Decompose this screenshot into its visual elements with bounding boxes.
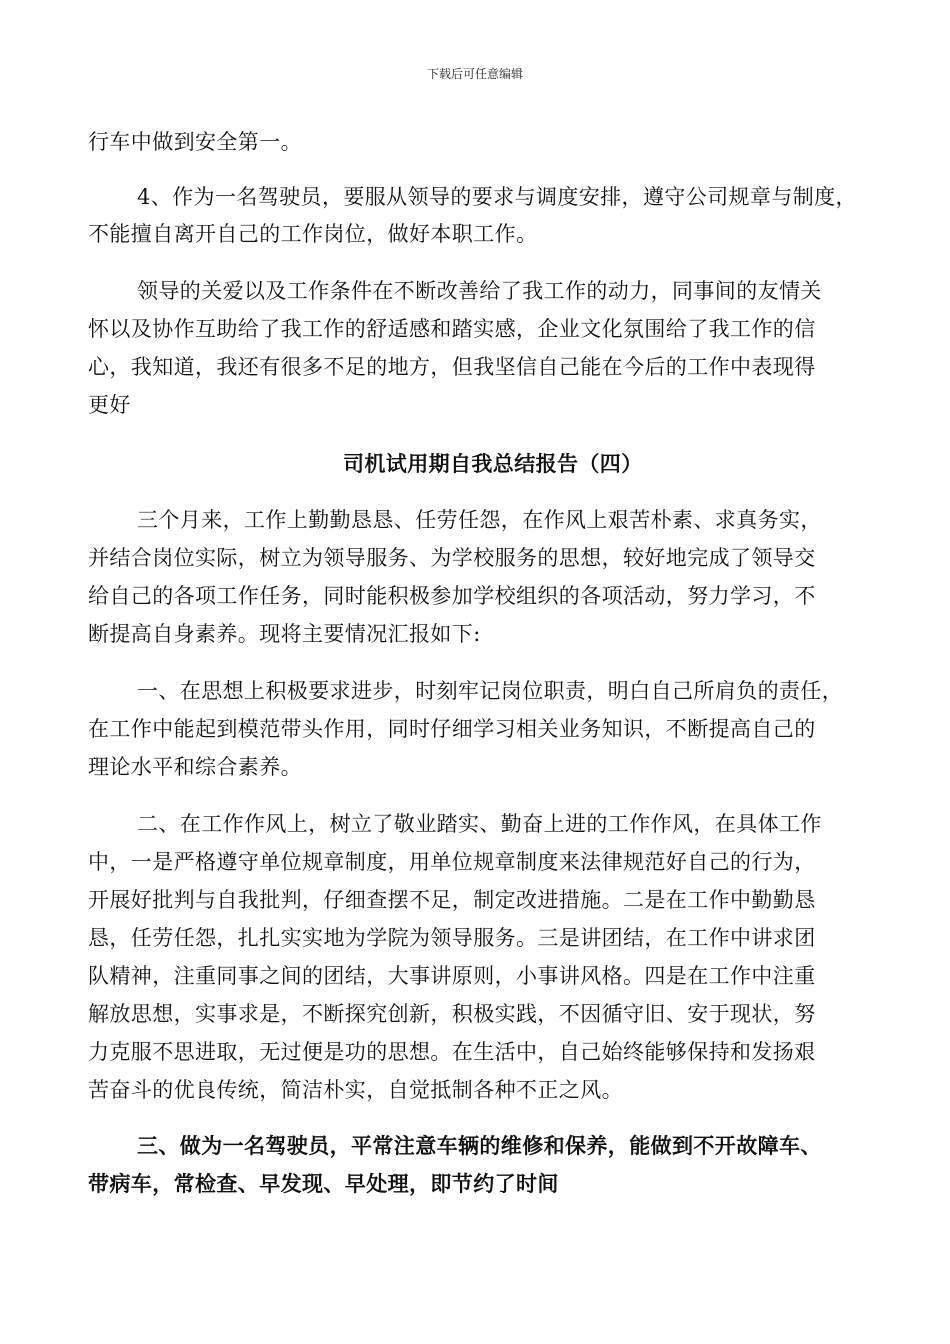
body-line: 二、在工作作风上，树立了敬业踏实、勤奋上进的工作作风，在具体工作 (137, 812, 822, 836)
body-line: 断提高自身素养。现将主要情况汇报如下: (88, 622, 481, 646)
bold-body-line: 三、做为一名驾驶员，平常注意车辆的维修和保养，能做到不开故障车、 (137, 1133, 822, 1158)
page-header: 下载后可任意编辑 (426, 67, 523, 81)
body-line: 怀以及协作互助给了我工作的舒适感和踏实感，企业文化氛围给了我工作的信 (88, 317, 816, 341)
body-line: 三个月来，工作上勤勤恳恳、任劳任怨，在作风上艰苦朴素、求真务实， (137, 508, 822, 532)
body-line: 一、在思想上积极要求进步，时刻牢记岗位职责，明白自己所肩负的责任， (137, 679, 844, 703)
body-line: 解放思想，实事求是，不断探究创新，积极实践，不因循守旧、安于现状，努 (88, 1002, 816, 1026)
body-line: 中，一是严格遵守单位规章制度，用单位规章制度来法律规范好自己的行为， (88, 850, 816, 874)
body-line: 恳，任劳任怨，扎扎实实地为学院为领导服务。三是讲团结，在工作中讲求团 (88, 926, 816, 950)
body-line: 并结合岗位实际，树立为领导服务、为学校服务的思想，较好地完成了领导交 (88, 546, 816, 570)
body-line: 更好 (88, 393, 131, 417)
body-line: 行车中做到安全第一。 (88, 130, 302, 154)
body-line: 队精神，注重同事之间的团结，大事讲原则，小事讲风格。四是在工作中注重 (88, 964, 816, 988)
body-line: 理论水平和综合素养。 (88, 755, 302, 779)
body-line: 苦奋斗的优良传统，简洁朴实，自觉抵制各种不正之风。 (88, 1078, 623, 1102)
body-line: 4、作为一名驾驶员，要服从领导的要求与调度安排，遵守公司规章与制度， (137, 185, 857, 209)
body-line: 给自己的各项工作任务，同时能积极参加学校组织的各项活动，努力学习，不 (88, 584, 816, 608)
bold-body-line: 带病车，常检查、早发现、早处理，即节约了时间 (88, 1171, 559, 1196)
body-line: 不能擅自离开自己的工作岗位，做好本职工作。 (88, 222, 538, 246)
body-line: 开展好批判与自我批判，仔细查摆不足，制定改进措施。二是在工作中勤勤恳 (88, 888, 816, 912)
body-line: 心，我知道，我还有很多不足的地方，但我坚信自己能在今后的工作中表现得 (88, 355, 816, 379)
body-line: 领导的关爱以及工作条件在不断改善给了我工作的动力，同事间的友情关 (137, 279, 822, 303)
section-title: 司机试用期自我总结报告（四） (343, 451, 643, 476)
body-line: 力克服不思进取，无过便是功的思想。在生活中，自己始终能够保持和发扬艰 (88, 1040, 816, 1064)
body-line: 在工作中能起到模范带头作用，同时仔细学习相关业务知识，不断提高自己的 (88, 717, 816, 741)
